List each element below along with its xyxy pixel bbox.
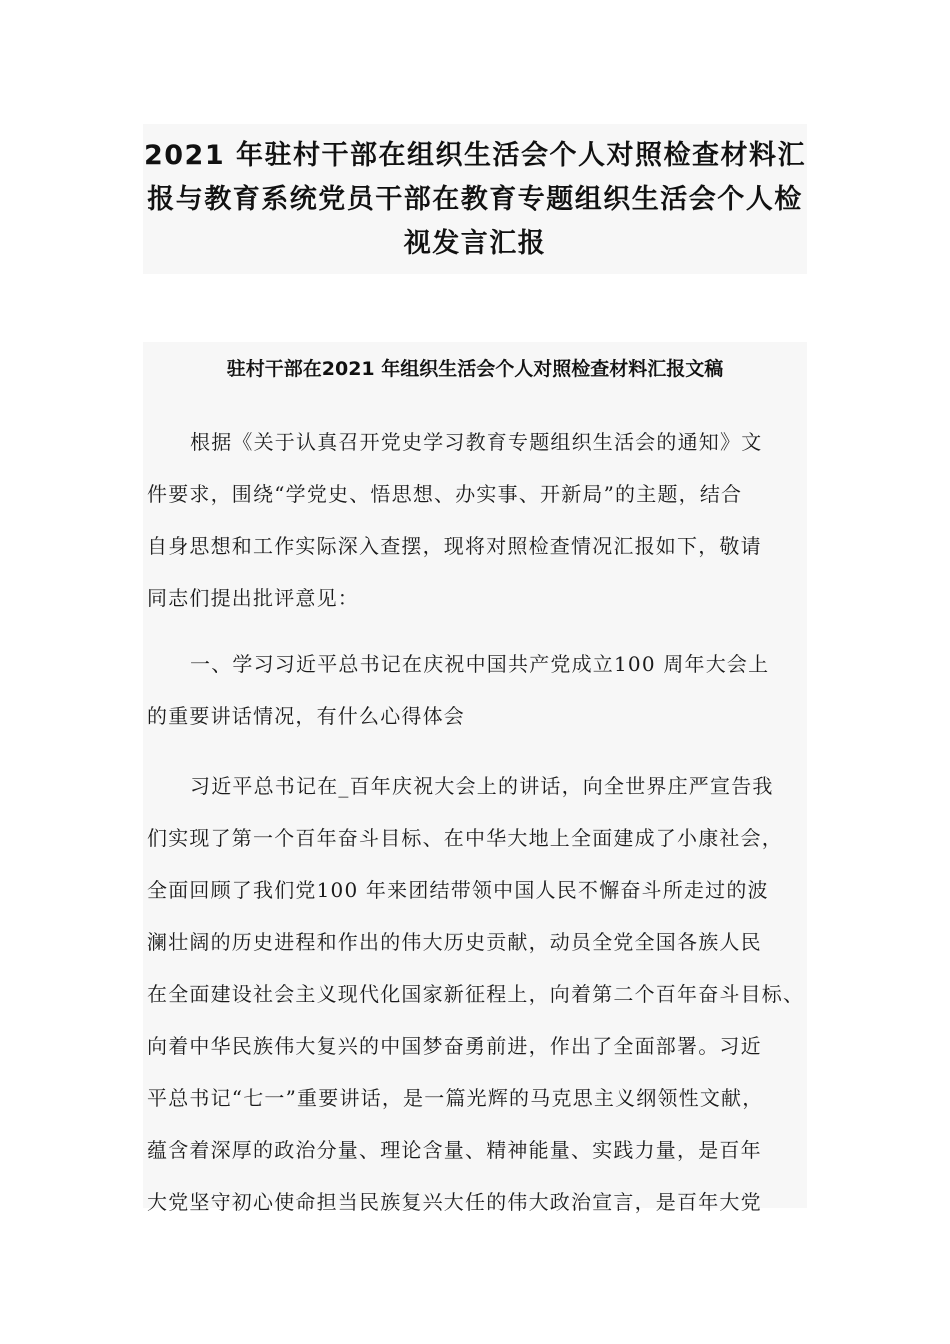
paragraph-line: 大党坚守初心使命担当民族复兴大任的伟大政治宣言，是百年大党 [147,1190,762,1214]
title-line: 视发言汇报 [403,228,547,259]
paragraph-line: 习近平总书记在_百年庆祝大会上的讲话，向全世界庄严宣告我 [190,774,774,798]
paragraph-line: 同志们提出批评意见： [147,586,359,610]
section-subtitle: 驻村干部在2021 年组织生活会个人对照检查材料汇报文稿 [226,358,724,380]
paragraph-line: 在全面建设社会主义现代化国家新征程上，向着第二个百年奋斗目标、 [147,982,805,1006]
paragraph-line: 向着中华民族伟大复兴的中国梦奋勇前进，作出了全面部署。习近 [147,1034,762,1058]
paragraph-line: 平总书记“七一”重要讲话，是一篇光辉的马克思主义纲领性文献， [147,1086,764,1110]
paragraph-line: 澜壮阔的历史进程和作出的伟大历史贡献，动员全党全国各族人民 [147,930,762,954]
document-body [143,342,807,1214]
paragraph-line: 根据《关于认真召开党史学习教育专题组织生活会的通知》文 [190,430,763,454]
paragraph-line: 的重要讲话情况，有什么心得体会 [147,704,465,728]
paragraph-line: 自身思想和工作实际深入查摆，现将对照检查情况汇报如下，敬请 [147,534,762,558]
paragraph-body [147,760,807,1228]
paragraph-line: 件要求，围绕“学党史、悟思想、办实事、开新局”的主题，结合 [147,482,743,506]
title-line: 报与教育系统党员干部在教育专题组织生活会个人检 [147,184,803,215]
paragraph-line: 一、学习习近平总书记在庆祝中国共产党成立100 周年大会上 [190,652,770,676]
section-heading-1 [147,638,807,742]
paragraph-line: 全面回顾了我们党100 年来团结带领中国人民不懈奋斗所走过的波 [147,878,769,902]
paragraph-line: 蕴含着深厚的政治分量、理论含量、精神能量、实践力量，是百年 [147,1138,762,1162]
paragraph-intro [147,416,807,624]
paragraph-line: 们实现了第一个百年奋斗目标、在中华大地上全面建成了小康社会， [147,826,783,850]
title-line: 2021 年驻村干部在组织生活会个人对照检查材料汇 [143,140,807,171]
document-title [143,124,807,274]
